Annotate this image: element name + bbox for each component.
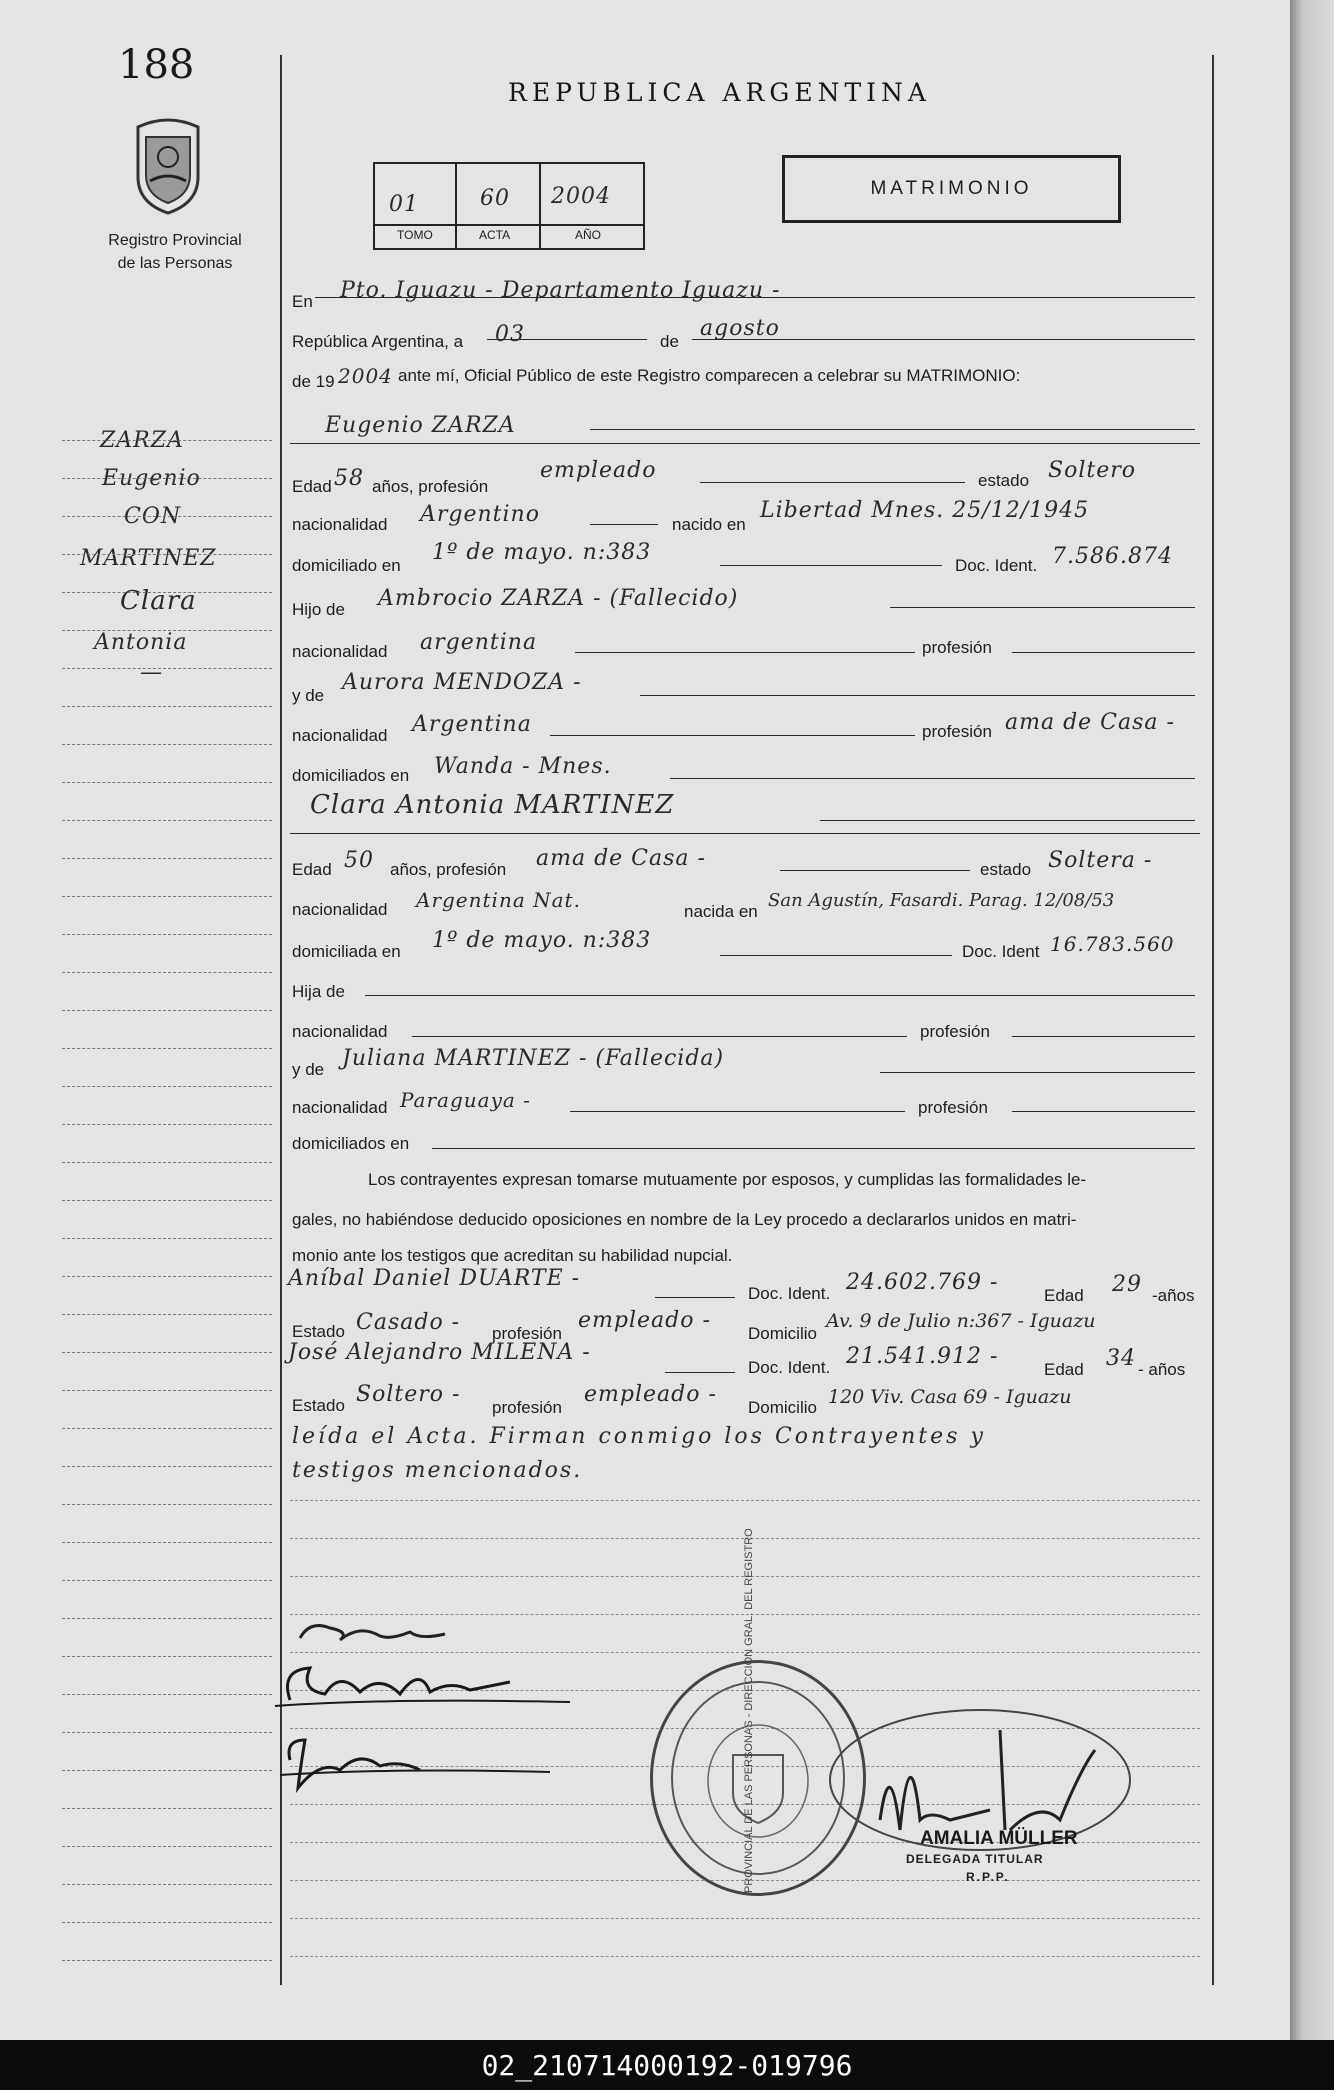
record-number-box	[373, 162, 645, 250]
margin-ruled-line	[62, 1808, 272, 1809]
margin-conj: CON	[124, 504, 182, 529]
margin-ruled-line	[62, 630, 272, 631]
margin-ruled-line	[62, 1466, 272, 1467]
bride-nacida-label: nacida en	[684, 902, 758, 921]
witness1-anos-label: -años	[1152, 1286, 1195, 1305]
official-office: R.P.P.	[966, 1870, 1010, 1884]
bride-doc-label: Doc. Ident	[962, 942, 1040, 961]
margin-ruled-line	[62, 1618, 272, 1619]
groom-nationality: Argentino	[420, 502, 540, 527]
year-label: de 19	[292, 372, 335, 391]
groom-father-nat: argentina	[420, 630, 538, 655]
bride-nationality: Argentina Nat.	[416, 888, 581, 912]
en-label: En	[292, 292, 313, 311]
bride-estado-label: estado	[980, 860, 1032, 879]
bride-mother: Juliana MARTINEZ - (Fallecida)	[342, 1046, 725, 1071]
margin-ruled-line	[62, 1846, 272, 1847]
witness2-anos-label: - años	[1138, 1360, 1186, 1379]
bride-nac-label: nacionalidad	[292, 900, 388, 919]
margin-ruled-line	[62, 820, 272, 821]
bride-father-nat-label: nacionalidad	[292, 1022, 388, 1041]
margin-ruled-line	[62, 1048, 272, 1049]
body-ruled-line	[290, 1500, 1200, 1501]
witness2-domicilio-label: Domicilio	[748, 1398, 817, 1417]
bride-mother-prof-label: profesión	[918, 1098, 988, 1117]
day-value: 03	[495, 322, 525, 347]
month-de-label: de	[660, 332, 679, 351]
margin-ruled-line	[62, 1010, 272, 1011]
margin-ruled-line	[62, 1542, 272, 1543]
body-ruled-line	[290, 1918, 1200, 1919]
margin-ruled-line	[62, 1694, 272, 1695]
groom-nac-label: nacionalidad	[292, 515, 388, 534]
groom-hijo-label: Hijo de	[292, 600, 345, 619]
margin-ruled-line	[62, 1580, 272, 1581]
bride-hija-label: Hija de	[292, 982, 345, 1001]
margin-ruled-line	[62, 858, 272, 859]
groom-father-nat-label: nacionalidad	[292, 642, 388, 661]
bride-yde-label: y de	[292, 1060, 325, 1079]
bride-anos-prof-label: años, profesión	[390, 860, 507, 879]
margin-ruled-line	[62, 1276, 272, 1277]
declaration-line-3: monio ante los testigos que acreditan su habilidad nupcial.	[292, 1246, 733, 1265]
year-value: 2004	[338, 364, 393, 388]
margin-ruled-line	[62, 1352, 272, 1353]
margin-ruled-line	[62, 1960, 272, 1961]
groom-profession: empleado	[540, 458, 657, 483]
witness2-doc: 21.541.912 -	[846, 1344, 999, 1369]
witness2-name: José Alejandro MILENA -	[288, 1340, 591, 1365]
margin-ruled-line	[62, 934, 272, 935]
bride-name: Clara Antonia MARTINEZ	[310, 790, 675, 820]
margin-name2b: Antonia	[94, 630, 188, 655]
groom-parents-domicile: Wanda - Mnes.	[434, 754, 612, 779]
groom-nacido-label: nacido en	[672, 515, 746, 534]
witness2-prof-label: profesión	[492, 1398, 562, 1417]
margin-ruled-line	[62, 1884, 272, 1885]
archive-id-bar	[0, 2040, 1334, 2090]
tomo-label: TOMO	[397, 228, 433, 242]
ano-value: 2004	[551, 184, 611, 209]
acta-label: ACTA	[479, 228, 511, 242]
margin-ruled-line	[62, 478, 272, 479]
groom-doms-label: domiciliados en	[292, 766, 410, 785]
ano-label: AÑO	[575, 228, 602, 242]
certificate-type: MATRIMONIO	[870, 178, 1033, 199]
witness1-domicilio-label: Domicilio	[748, 1324, 817, 1343]
month-value: agosto	[700, 316, 780, 341]
groom-estado: Soltero	[1048, 458, 1136, 483]
margin-ruled-line	[62, 668, 272, 669]
witness2-estado-label: Estado	[292, 1396, 345, 1415]
groom-name: Eugenio ZARZA	[325, 413, 516, 438]
margin-ruled-line	[62, 1200, 272, 1201]
witness1-estado: Casado -	[356, 1310, 461, 1335]
margin-ruled-line	[62, 1238, 272, 1239]
margin-name: Eugenio	[102, 466, 201, 491]
groom-mother-prof-label: profesión	[922, 722, 992, 741]
book-spine	[1290, 0, 1334, 2040]
margin-ruled-line	[62, 592, 272, 593]
groom-mother-prof: ama de Casa -	[1005, 710, 1175, 735]
tomo-value: 01	[389, 192, 419, 217]
groom-born: Libertad Mnes. 25/12/1945	[760, 498, 1090, 523]
groom-mother: Aurora MENDOZA -	[342, 670, 582, 695]
margin-ruled-line	[62, 1504, 272, 1505]
margin-ruled-line	[62, 744, 272, 745]
margin-ruled-line	[62, 1656, 272, 1657]
margin-ruled-line	[62, 782, 272, 783]
witness1-prof-label: profesión	[492, 1324, 562, 1343]
groom-yde-label: y de	[292, 686, 325, 705]
groom-father-prof-label: profesión	[922, 638, 992, 657]
margin-ruled-line	[62, 896, 272, 897]
margin-ruled-line	[62, 972, 272, 973]
witness1-doc-label: Doc. Ident.	[748, 1284, 831, 1303]
bride-profession: ama de Casa -	[536, 846, 706, 871]
bride-dom-label: domiciliada en	[292, 942, 401, 961]
page-number: 188	[118, 42, 195, 88]
bride-mother-nat: Paraguaya -	[400, 1088, 531, 1112]
margin-ruled-line	[62, 706, 272, 707]
declaration-line-2: gales, no habiéndose deducido oposiciones en nombre de la Ley procedo a declararlos unidos en matri-	[292, 1210, 1077, 1229]
margin-ruled-line	[62, 1162, 272, 1163]
margin-ruled-line	[62, 1428, 272, 1429]
margin-dash: —	[140, 660, 163, 685]
margin-ruled-line	[62, 440, 272, 441]
signatures-area	[270, 1610, 590, 1820]
groom-anos-prof-label: años, profesión	[372, 477, 489, 496]
margin-ruled-line	[62, 1922, 272, 1923]
bride-signature	[288, 1668, 511, 1700]
witness1-profession: empleado -	[578, 1308, 711, 1333]
witness2-doc-label: Doc. Ident.	[748, 1358, 831, 1377]
margin-surname: ZARZA	[100, 428, 184, 453]
registry-name-2: de las Personas	[117, 255, 233, 272]
witness1-name: Aníbal Daniel DUARTE -	[288, 1266, 581, 1291]
republic-label: República Argentina, a	[292, 332, 464, 351]
provincial-coat-of-arms	[128, 115, 208, 215]
bride-age: 50	[344, 848, 374, 873]
groom-signature	[300, 1626, 445, 1640]
witness1-age: 29	[1112, 1272, 1142, 1297]
bride-edad-label: Edad	[292, 860, 332, 879]
body-ruled-line	[290, 1956, 1200, 1957]
witness1-estado-label: Estado	[292, 1322, 345, 1341]
groom-edad-label: Edad	[292, 477, 332, 496]
groom-estado-label: estado	[978, 471, 1030, 490]
intro-statement: ante mí, Oficial Público de este Registro comparecen a celebrar su MATRIMONIO:	[398, 366, 1021, 385]
groom-age: 58	[334, 466, 364, 491]
groom-mother-nat: Argentina	[412, 712, 532, 737]
right-margin-rule	[1212, 55, 1214, 1985]
place-value: Pto. Iguazu - Departamento Iguazu -	[340, 278, 781, 303]
bride-domicile: 1º de mayo. n:383	[432, 928, 652, 953]
country-title: REPUBLICA ARGENTINA	[508, 78, 931, 107]
margin-ruled-line	[62, 1124, 272, 1125]
witness1-doc: 24.602.769 -	[846, 1270, 999, 1295]
bride-mother-nat-label: nacionalidad	[292, 1098, 388, 1117]
groom-mother-nat-label: nacionalidad	[292, 726, 388, 745]
margin-surname2: MARTINEZ	[80, 546, 217, 571]
margin-ruled-line	[62, 1314, 272, 1315]
seal-text: PROVINCIAL DE LAS PERSONAS - DIRECCION GRAL. DEL REGISTRO	[743, 1528, 755, 1893]
archive-id: 02_210714000192-019796	[481, 2048, 853, 2082]
bride-estado: Soltera -	[1048, 848, 1153, 873]
official-name: AMALIA MÜLLER	[920, 1828, 1078, 1849]
witness2-estado: Soltero -	[356, 1382, 461, 1407]
bride-doms-label: domiciliados en	[292, 1134, 410, 1153]
groom-domicile: 1º de mayo. n:383	[432, 540, 652, 565]
witness1-edad-label: Edad	[1044, 1286, 1084, 1305]
witness2-edad-label: Edad	[1044, 1360, 1084, 1379]
witness2-domicile: 120 Viv. Casa 69 - Iguazu	[828, 1386, 1072, 1408]
groom-father: Ambrocio ZARZA - (Fallecido)	[378, 586, 739, 611]
margin-ruled-line	[62, 554, 272, 555]
bride-born: San Agustín, Fasardi. Parag. 12/08/53	[768, 890, 1115, 911]
margin-ruled-line	[62, 516, 272, 517]
margin-ruled-line	[62, 1732, 272, 1733]
margin-ruled-line	[62, 1390, 272, 1391]
certificate-type-box	[782, 155, 1121, 223]
acta-value: 60	[480, 186, 510, 211]
witness-signature	[289, 1740, 420, 1788]
bride-doc: 16.783.560	[1050, 932, 1175, 956]
declaration-line-1: Los contrayentes expresan tomarse mutuamente por esposos, y cumplidas las formalidades le-	[368, 1170, 1087, 1189]
groom-dom-label: domiciliado en	[292, 556, 401, 575]
closing-line-1: leída el Acta. Firman conmigo los Contrayentes y	[292, 1424, 986, 1449]
bride-father-prof-label: profesión	[920, 1022, 990, 1041]
margin-name2a: Clara	[120, 586, 197, 616]
margin-ruled-line	[62, 1086, 272, 1087]
official-title: DELEGADA TITULAR	[906, 1852, 1044, 1866]
margin-ruled-line	[62, 1770, 272, 1771]
groom-doc: 7.586.874	[1052, 544, 1173, 569]
groom-doc-label: Doc. Ident.	[955, 556, 1038, 575]
registry-name-1: Registro Provincial	[108, 232, 242, 249]
witness1-domicile: Av. 9 de Julio n:367 - Iguazu	[826, 1310, 1096, 1332]
witness2-age: 34	[1106, 1346, 1136, 1371]
witness2-profession: empleado -	[584, 1382, 717, 1407]
closing-line-2: testigos mencionados.	[292, 1458, 583, 1483]
